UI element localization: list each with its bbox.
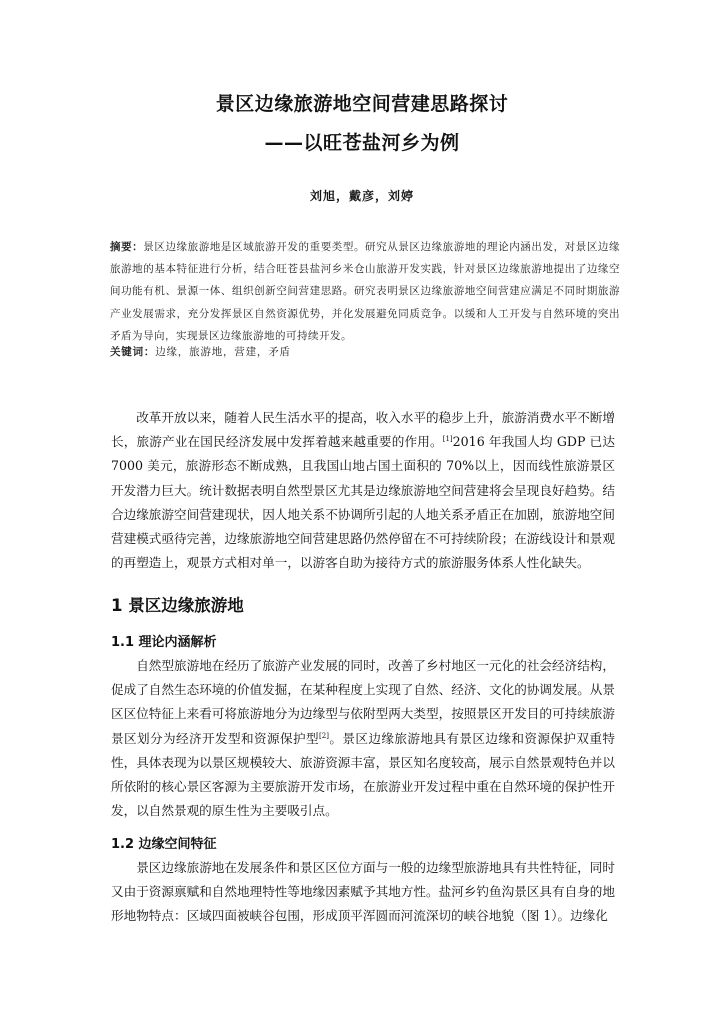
abstract-text: 景区边缘旅游地是区域旅游开发的重要类型。研究从景区边缘旅游地的理论内涵出发，对景区边缘旅游地的基本特征进行分析，结合旺苍县盐河乡米仓山旅游开发实践，针对景区边缘旅游地提出了边缘空间功能有机、景源一体、组织创新空间营建思路。研究表明景区边缘旅游地空间营建应满足不同时期旅游产业发展需求，充分发挥景区自然资源优势，并化发展避免同质竞争。以缓和人工开发与自然环境的突出矛盾为导向，实现景区边缘旅游地的可持续开发。 — [110, 241, 621, 342]
section-1-2-heading: 1.2 边缘空间特征 — [111, 837, 217, 852]
section-1-2-text: 景区边缘旅游地在发展条件和景区区位方面与一般的边缘型旅游地具有共性特征，同时又由于资源禀赋和自然地理特性等地缘因素赋予其地方性。盐河乡钓鱼沟景区具有自身的地形地物特点：区域四面被峡谷包围，形成顶平浑圆而河流深切的峡谷地貌（图 1）。边缘化 — [111, 860, 615, 924]
intro-text-a: 改革开放以来，随着人民生活水平的提高，收入水平的稳步上升，旅游消费水平不断增长，旅游产业在国民经济发展中发挥着越来越重要的作用。 — [111, 410, 615, 450]
citation-1: [1] — [442, 435, 453, 444]
keywords — [110, 343, 620, 361]
section-1-1-text-a: 自然型旅游地在经历了旅游产业发展的同时，改善了乡村地区一元化的社会经济结构，促成了自然生态环境的价值发掘，在某种程度上实现了自然、经济、文化的协调发展。从景区区位特征上来看可将旅游地分为边缘型与依附型两大类型，按照景区开发目的可持续旅游景区划分为经济开发型和资源保护型 — [111, 658, 615, 746]
section-1-1-text-b: 。景区边缘旅游地具有景区边缘和资源保护双重特性，具体表现为以景区规模较大、旅游资源丰富，景区知名度较高，展示自然景观特色并以所依附的核心景区客源为主要旅游开发市场，在旅游业开发过程中重在自然环境的保护性开发，以自然景观的原生性为主要吸引点。 — [111, 730, 616, 819]
section-1-1-heading: 1.1 理论内涵解析 — [111, 635, 217, 650]
section-1-2-paragraph — [111, 856, 615, 929]
citation-2: [2] — [319, 731, 329, 740]
author-list: 刘旭，戴彦，刘婷 — [309, 189, 414, 203]
keywords-label: 关键词： — [110, 346, 156, 358]
abstract — [110, 236, 620, 347]
paper-subtitle: ——以旺苍盐河乡为例 — [264, 132, 460, 154]
paper-title: 景区边缘旅游地空间营建思路探讨 — [215, 93, 509, 115]
abstract-label: 摘要： — [110, 241, 144, 253]
intro-paragraph — [111, 406, 615, 575]
section-1-heading: 1 景区边缘旅游地 — [111, 596, 244, 615]
section-1-1-paragraph — [111, 654, 615, 823]
intro-text-b: 2016 年我国人均 GDP 已达 7000 美元，旅游形态不断成熟，且我国山地占国土面积的 70%以上，因而线性旅游景区开发潜力巨大。统计数据表明自然型景区尤其是边缘旅游地空间营建将会呈现良好趋势。结合边缘旅游空间营建现状，因人地关系不协调所引起的人地关系矛盾正在加剧，旅游地空间营建模式亟待完善，边缘旅游地空间营建思路仍然停留在不可持续阶段；在游线设计和景观的再塑造上，观景方式相对单一，以游客自助为接待方式的旅游服务体系人性化缺失。 — [111, 434, 615, 571]
keywords-text: 边缘，旅游地，营建，矛盾 — [155, 346, 291, 358]
